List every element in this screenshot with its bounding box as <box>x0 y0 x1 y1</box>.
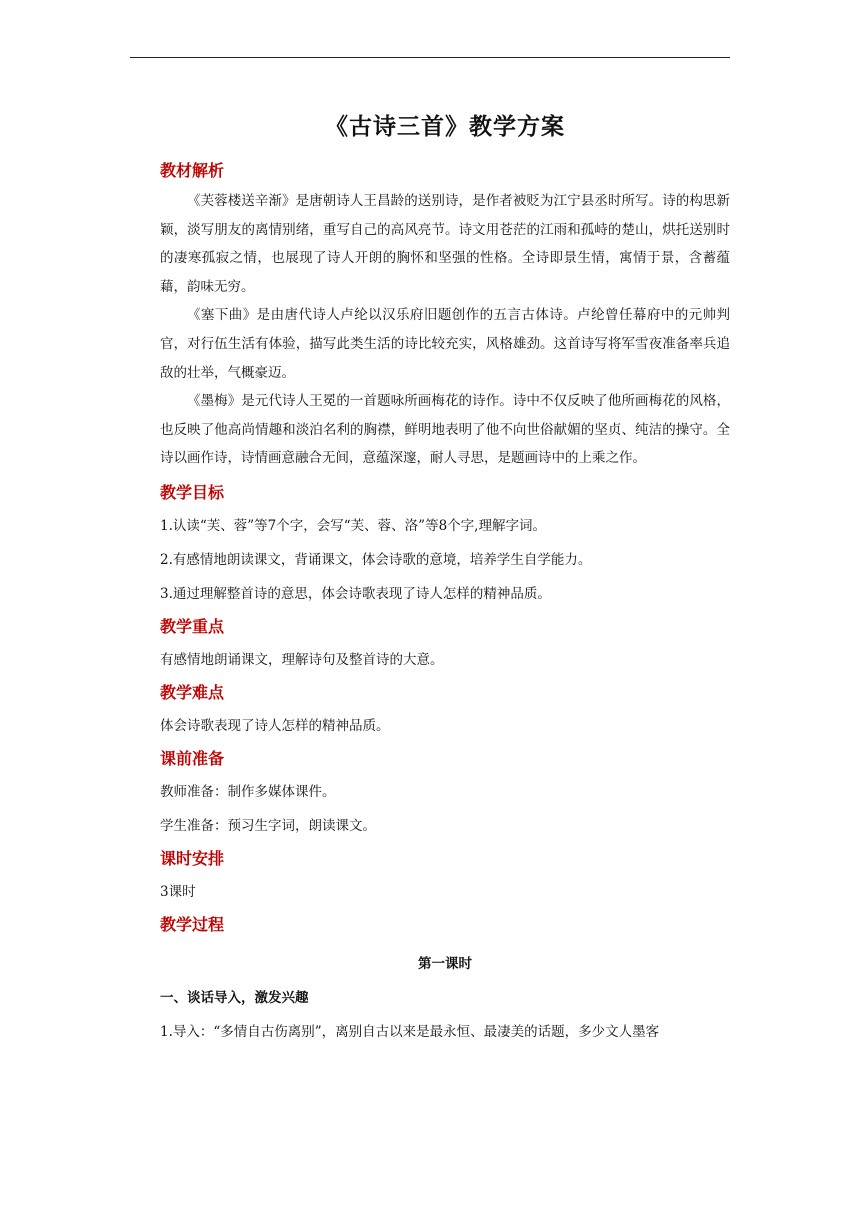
section-heading-preparation: 课前准备 <box>160 748 225 768</box>
goal-item-1: 1.认读“芙、蓉”等7个字，会写“芙、蓉、洛”等8个字,理解字词。 <box>160 517 546 534</box>
header-rule <box>130 57 730 58</box>
key-points-text: 有感情地朗诵课文，理解诗句及整首诗的大意。 <box>160 651 444 668</box>
step-item: 1.导入：“多情自古伤离别”，离别自古以来是最永恒、最凄美的话题，多少文人墨客 <box>160 1023 660 1040</box>
section-heading-analysis: 教材解析 <box>160 161 225 180</box>
schedule-text: 3课时 <box>160 883 196 900</box>
analysis-paragraph-3: 《墨梅》是元代诗人王冕的一首题咏所画梅花的诗作。诗中不仅反映了他所画梅花的风格，也反映了他高尚情趣和淡泊名利的胸襟，鲜明地表明了他不向世俗献媚的坚贞、纯洁的操守。全诗以画作诗，诗情画意融合无间，意蕴深邃，耐人寻思，是题画诗中的上乘之作。 <box>160 393 730 467</box>
document-title: 《古诗三首》教学方案 <box>325 113 565 140</box>
student-preparation: 学生准备：预习生字词，朗读课文。 <box>160 817 376 834</box>
section-heading-schedule: 课时安排 <box>160 848 225 868</box>
document-body <box>160 108 730 1049</box>
section-heading-process: 教学过程 <box>160 914 225 934</box>
goal-item-2: 2.有感情地朗读课文，背诵课文，体会诗歌的意境，培养学生自学能力。 <box>160 551 592 568</box>
difficulties-text: 体会诗歌表现了诗人怎样的精神品质。 <box>160 717 390 734</box>
section-heading-key-points: 教学重点 <box>160 616 225 636</box>
lesson-title: 第一课时 <box>418 955 472 972</box>
section-heading-difficulties: 教学难点 <box>160 682 225 702</box>
analysis-paragraph-2: 《塞下曲》是由唐代诗人卢纶以汉乐府旧题创作的五言古体诗。卢纶曾任幕府中的元帅判官，对行伍生活有体验，描写此类生活的诗比较充实，风格雄劲。这首诗写将军雪夜准备率兵追敌的壮举，气概豪迈。 <box>160 307 730 381</box>
analysis-paragraph-1: 《芙蓉楼送辛渐》是唐朝诗人王昌龄的送别诗，是作者被贬为江宁县丞时所写。诗的构思新颖，淡写朋友的离情别绪，重写自己的高风亮节。诗文用苍茫的江雨和孤峙的楚山，烘托送别时的凄寒孤寂之情，也展现了诗人开朗的胸怀和坚强的性格。全诗即景生情，寓情于景，含蓄蕴藉，韵味无穷。 <box>160 193 730 295</box>
teacher-preparation: 教师准备：制作多媒体课件。 <box>160 783 336 800</box>
step-title: 一、谈话导入，激发兴趣 <box>160 989 309 1006</box>
section-heading-goals: 教学目标 <box>160 482 225 502</box>
goal-item-3: 3.通过理解整首诗的意思，体会诗歌表现了诗人怎样的精神品质。 <box>160 585 551 602</box>
